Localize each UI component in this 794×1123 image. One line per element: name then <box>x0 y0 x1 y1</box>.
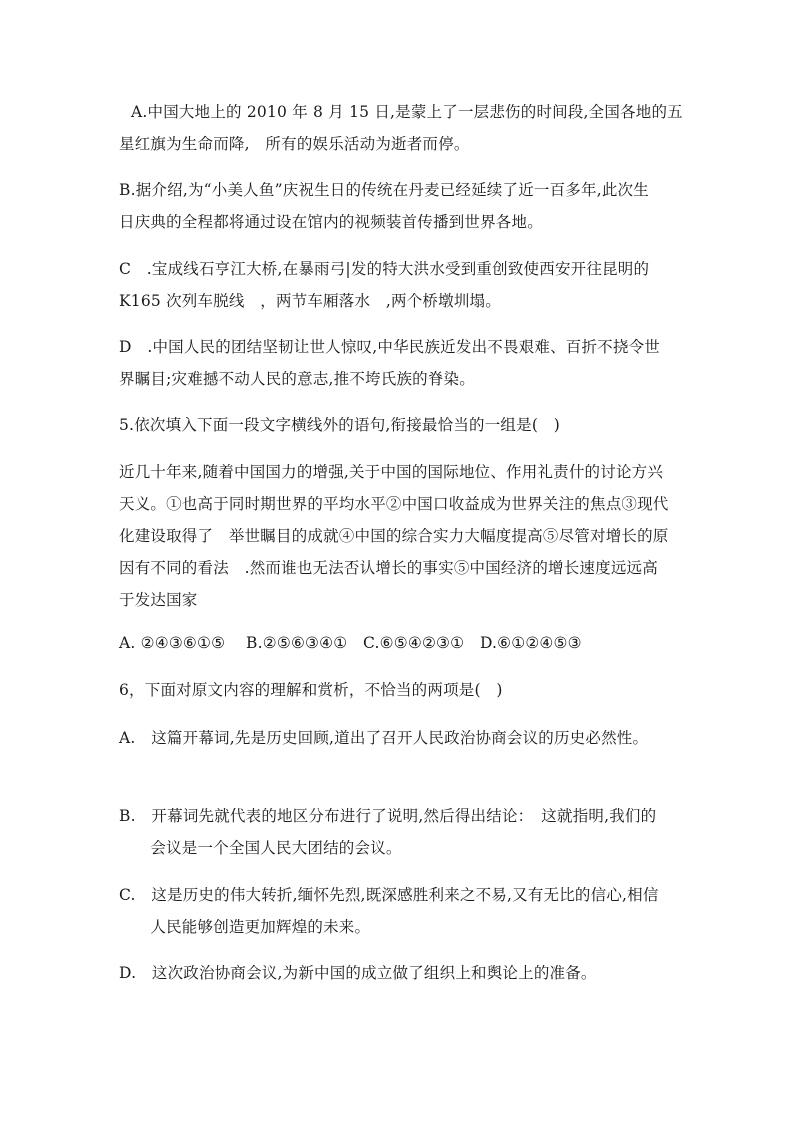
text-line: 星红旗为生命而降, 所有的娱乐活动为逝者而停。 <box>119 135 470 153</box>
text-line: D .中国人民的团结坚韧让世人惊叹,中华民族近发出不畏艰难、百折不挠令世 <box>119 338 660 356</box>
option-c-q4 <box>119 253 649 317</box>
text-line: 近几十年来,随着中国国力的增强,关于中国的国际地位、作用礼责什的讨论方兴 <box>119 463 664 481</box>
text-line: B.据介绍,为“小美人鱼”庆祝生日的传统在丹麦已经延续了近一百多年,此次生 <box>119 181 649 199</box>
text-line: D. 这次政治协商会议,为新中国的成立做了组织上和舆论上的准备。 <box>119 964 597 982</box>
options-5 <box>119 627 582 659</box>
text-line: 界瞩目;灾难撼不动人民的意志,推不垮氏族的脊染。 <box>119 370 475 388</box>
option-a-q4 <box>119 96 683 160</box>
question-6 <box>119 674 503 706</box>
text-line: 人民能够创造更加辉煌的未来。 <box>119 918 371 936</box>
text-line: 化建设取得了 举世瞩目的成就④中国的综合实力大幅度提高⑤尽管对增长的原 <box>119 527 669 545</box>
option-d-q6 <box>119 957 597 989</box>
text-line: B. 开幕词先就代表的地区分布进行了说明,然后得出结论： 这就指明,我们的 <box>119 807 657 825</box>
text-line: 日庆典的全程都将通过设在馆内的视频装首传播到世界各地。 <box>119 213 543 231</box>
option-c-q6 <box>119 879 659 943</box>
text-line: 天义。①也高于同时期世界的平均水平②中国口收益成为世界关注的焦点③现代 <box>119 495 669 513</box>
passage-5 <box>119 456 669 616</box>
option-b-q6 <box>119 800 656 864</box>
text-line: C .宝成线石亨江大桥,在暴雨弓|发的特大洪水受到重创致使西安开往昆明的 <box>119 260 650 278</box>
question-text: 6，下面对原文内容的理解和赏析，不恰当的两项是( ) <box>119 681 503 699</box>
text-line: A. 这篇开幕词,先是历史回顾,道出了召开人民政治协商会议的历史必然性。 <box>119 729 649 747</box>
option-d-q4 <box>119 331 660 395</box>
text-line: C. 这是历史的伟大转折,缅怀先烈,既深感胜利来之不易,又有无比的信心,相信 <box>119 886 659 904</box>
question-text: 5.依次填入下面一段文字横线外的语句,衔接最恰当的一组是( ) <box>119 416 561 434</box>
text-line: K165 次列车脱线 ，两节车厢落水 ,两个桥墩圳塌。 <box>119 292 501 310</box>
option-a-q6 <box>119 722 648 754</box>
text-line: A.中国大地上的 2010 年 8 月 15 日,是蒙上了一层悲伤的时间段,全国各地的五 <box>131 103 683 121</box>
question-5 <box>119 409 560 441</box>
text-line: 于发达国家 <box>119 591 198 609</box>
answer-options: A. ②④③⑥①⑤ B.②⑤⑥③④① C.⑥⑤④②③① D.⑥①②④⑤③ <box>119 634 582 652</box>
option-b-q4 <box>119 174 649 238</box>
text-line: 会议是一个全国人民大团结的会议。 <box>119 839 402 857</box>
text-line: 因有不同的看法 .然而谁也无法否认增长的事实⑤中国经济的增长速度远远高 <box>119 559 658 577</box>
